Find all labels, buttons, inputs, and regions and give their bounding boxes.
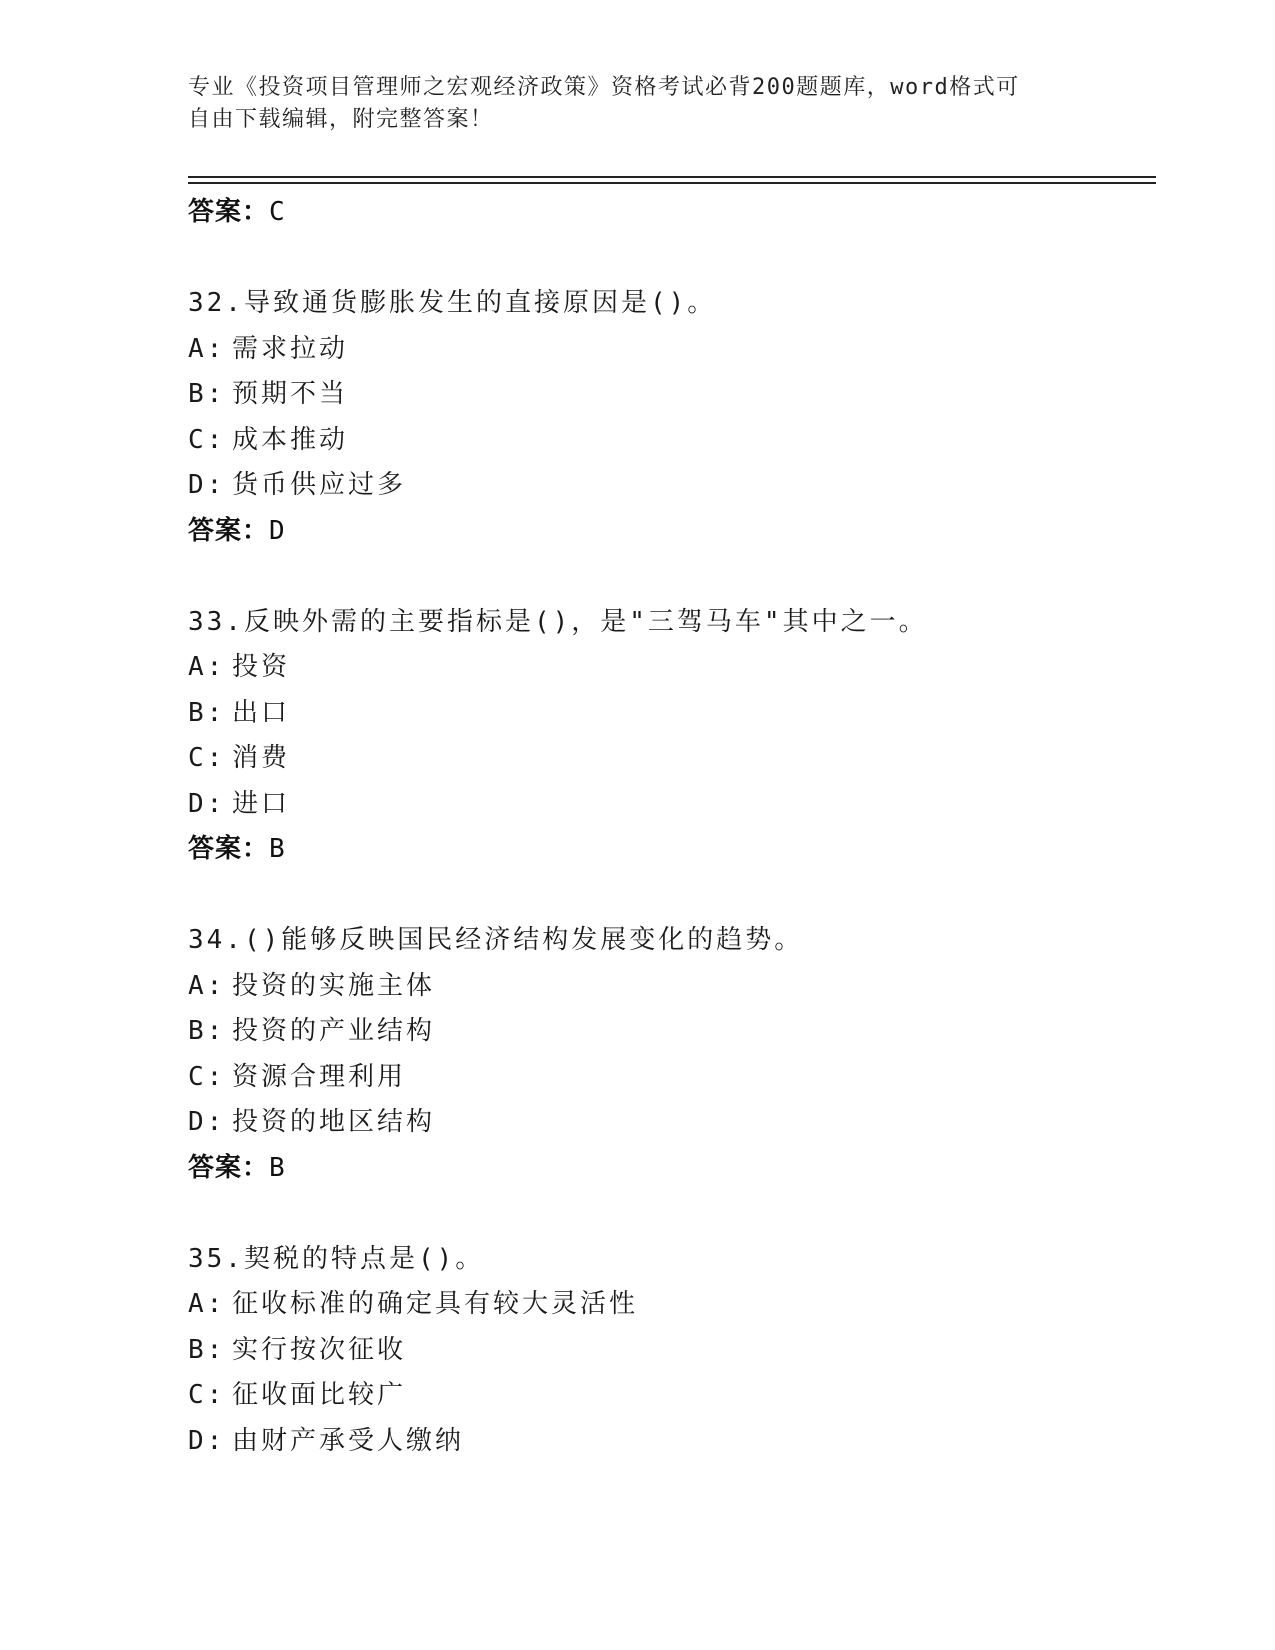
option-letter: B: <box>188 379 226 409</box>
header-rule-top <box>188 176 1156 178</box>
question-text: 34.()能够反映国民经济结构发展变化的趋势。 <box>188 925 804 955</box>
option-letter: C: <box>188 743 226 773</box>
option-letter: D: <box>188 1425 226 1456</box>
option-a <box>188 964 1148 1010</box>
option-text: 征收标准的确定具有较大灵活性 <box>232 1289 639 1319</box>
option-text: 投资的产业结构 <box>232 1016 436 1046</box>
answer-label: 答案： <box>188 834 270 864</box>
option-text: 征收面比较广 <box>232 1380 407 1410</box>
option-text: 实行按次征收 <box>232 1334 407 1365</box>
option-b <box>188 1009 1148 1055</box>
option-letter: C: <box>188 424 226 455</box>
option-letter: B: <box>188 1016 226 1046</box>
question-32 <box>188 281 1148 553</box>
option-text: 货币供应过多 <box>232 470 407 500</box>
answer-label: 答案： <box>188 1152 270 1183</box>
option-letter: D: <box>188 470 226 500</box>
option-letter: D: <box>188 1107 226 1137</box>
option-text: 需求拉动 <box>232 333 349 364</box>
question-33 <box>188 600 1148 872</box>
option-b <box>188 372 1148 418</box>
option-text: 由财产承受人缴纳 <box>232 1425 465 1456</box>
option-letter: C: <box>188 1380 226 1410</box>
option-letter: C: <box>188 1061 226 1092</box>
header-line-1: 专业《投资项目管理师之宏观经济政策》资格考试必背200题题库，word格式可 <box>188 75 1020 100</box>
option-text: 成本推动 <box>232 424 349 455</box>
option-text: 出口 <box>232 697 291 728</box>
header-line-2: 自由下载编辑，附完整答案！ <box>188 107 494 132</box>
header-rule-bottom <box>188 182 1156 184</box>
option-letter: A: <box>188 333 226 364</box>
option-letter: A: <box>188 970 226 1001</box>
option-c <box>188 418 1148 464</box>
answer-32 <box>188 509 1148 553</box>
option-text: 投资的实施主体 <box>232 970 436 1001</box>
option-d <box>188 1100 1148 1146</box>
option-text: 资源合理利用 <box>232 1061 407 1092</box>
answer-value: C <box>269 197 286 227</box>
question-35 <box>188 1237 1148 1465</box>
option-d <box>188 782 1148 828</box>
answer-34 <box>188 1146 1148 1190</box>
option-a <box>188 1282 1148 1328</box>
answer-value: B <box>269 834 286 864</box>
document-header <box>188 72 1088 136</box>
option-d <box>188 463 1148 509</box>
question-text: 35.契税的特点是()。 <box>188 1243 485 1274</box>
answer-33 <box>188 827 1148 871</box>
option-d <box>188 1419 1148 1465</box>
option-text: 进口 <box>232 788 291 819</box>
question-text: 32.导致通货膨胀发生的直接原因是()。 <box>188 288 717 318</box>
answer-31 <box>188 190 1148 234</box>
option-b <box>188 691 1148 737</box>
option-text: 预期不当 <box>232 379 349 409</box>
option-letter: B: <box>188 697 226 728</box>
option-letter: A: <box>188 1289 226 1319</box>
option-text: 投资的地区结构 <box>232 1107 436 1137</box>
option-a <box>188 645 1148 691</box>
option-c <box>188 1373 1148 1419</box>
question-text: 33.反映外需的主要指标是()，是"三驾马车"其中之一。 <box>188 606 928 637</box>
option-letter: B: <box>188 1334 226 1365</box>
option-c <box>188 1055 1148 1101</box>
answer-value: B <box>269 1152 286 1183</box>
answer-label: 答案： <box>188 515 270 546</box>
question-list <box>188 190 1148 1464</box>
answer-value: D <box>269 515 286 546</box>
option-b <box>188 1328 1148 1374</box>
option-text: 投资 <box>232 652 291 682</box>
question-34 <box>188 918 1148 1190</box>
answer-label: 答案： <box>188 197 270 227</box>
option-c <box>188 736 1148 782</box>
option-text: 消费 <box>232 743 291 773</box>
option-letter: D: <box>188 788 226 819</box>
option-letter: A: <box>188 652 226 682</box>
option-a <box>188 327 1148 373</box>
